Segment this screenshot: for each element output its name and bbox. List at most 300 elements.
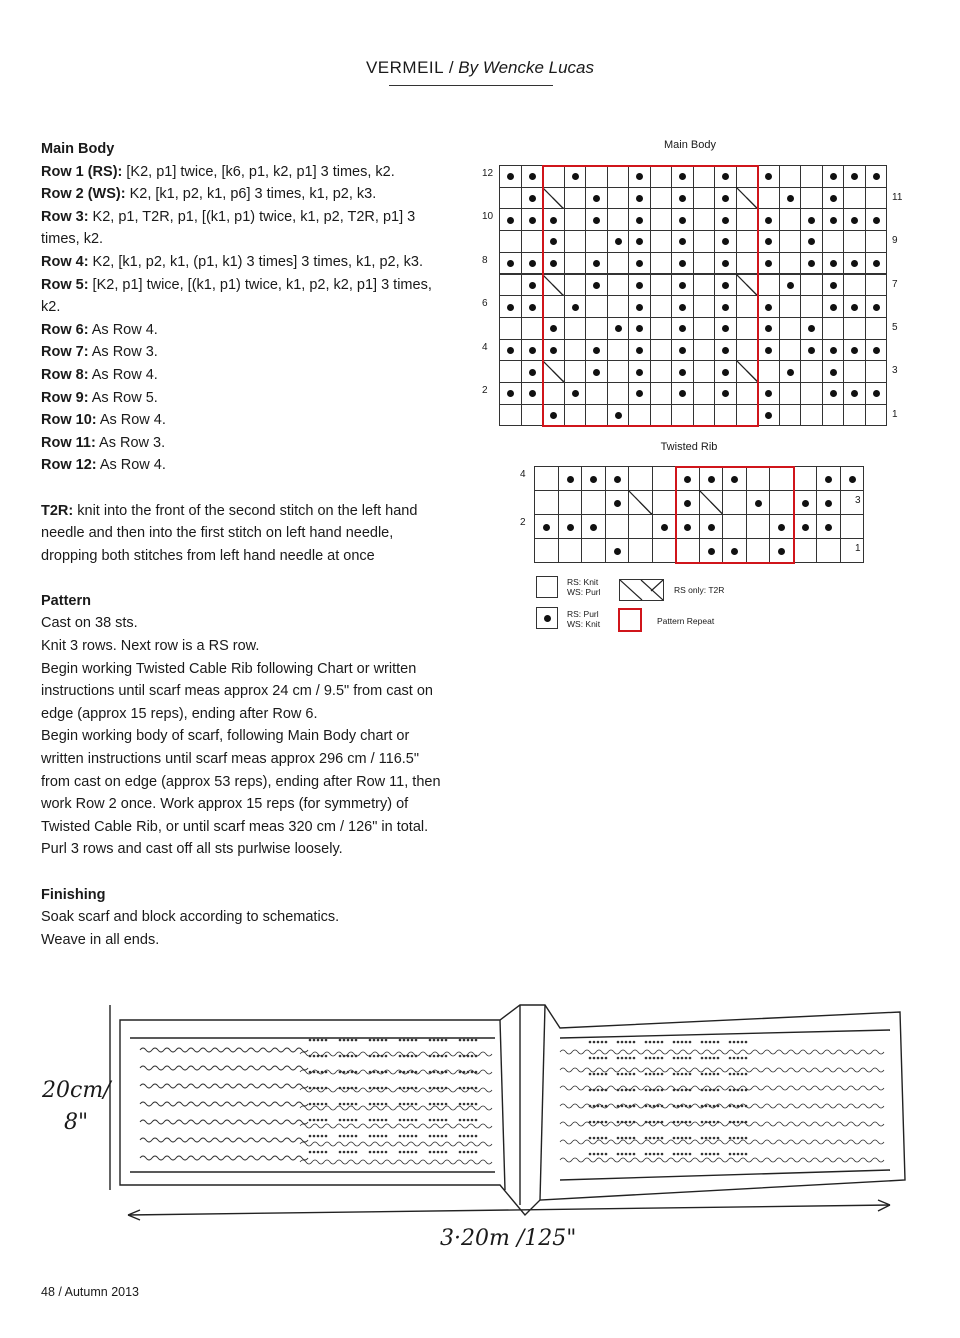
chart-cell <box>564 208 587 231</box>
schematic-width-cm: 20cm/ <box>42 1078 111 1103</box>
purl-dot <box>708 524 715 531</box>
chart-cell <box>628 466 653 491</box>
main-body-row: Row 2 (WS): K2, [k1, p2, k1, p6] 3 times, k1, p2, k3. <box>41 186 377 203</box>
purl-dot <box>873 260 880 267</box>
purl-dot <box>708 476 715 483</box>
purl-dot <box>679 238 686 245</box>
chart-cell <box>542 317 565 340</box>
main-body-row: Row 7: As Row 3. <box>41 344 158 361</box>
purl-dot <box>722 390 729 397</box>
chart-cell <box>757 187 780 210</box>
purl-dot <box>550 325 557 332</box>
purl-dot <box>636 217 643 224</box>
chart-cell <box>843 317 866 340</box>
chart-cell <box>757 252 780 275</box>
chart-cell <box>843 382 866 405</box>
chart-cell <box>736 208 759 231</box>
chart-cell <box>843 208 866 231</box>
header-rule <box>389 85 553 86</box>
chart-cell <box>564 274 587 297</box>
chart-cell <box>822 317 845 340</box>
chart-cell <box>757 208 780 231</box>
purl-dot <box>755 500 762 507</box>
chart-cell <box>822 208 845 231</box>
purl-dot <box>529 260 536 267</box>
chart-cell <box>779 208 802 231</box>
chart-cell <box>714 382 737 405</box>
chart-cell <box>843 230 866 253</box>
chart-cell <box>558 514 583 539</box>
chart-cell <box>499 252 522 275</box>
purl-dot <box>615 325 622 332</box>
purl-dot <box>550 347 557 354</box>
chart-cell <box>779 382 802 405</box>
chart-cell <box>822 339 845 362</box>
chart-cell <box>499 339 522 362</box>
chart-cell <box>521 274 544 297</box>
row-number: 4 <box>520 469 526 480</box>
chart-cell <box>521 317 544 340</box>
chart-cell <box>564 360 587 383</box>
chart-cell <box>534 466 559 491</box>
legend-t2r-swatch <box>619 579 664 601</box>
chart-cell <box>581 538 606 563</box>
chart-cell <box>628 514 653 539</box>
purl-dot <box>731 548 738 555</box>
chart-cell <box>800 187 823 210</box>
purl-dot <box>529 195 536 202</box>
purl-dot <box>679 217 686 224</box>
purl-dot <box>873 347 880 354</box>
chart-cell <box>564 252 587 275</box>
chart-cell <box>499 404 522 427</box>
chart-cell <box>605 538 630 563</box>
purl-dot <box>529 282 536 289</box>
chart-cell <box>521 230 544 253</box>
chart-cell <box>722 538 747 563</box>
purl-dot <box>507 304 514 311</box>
chart-cell <box>585 252 608 275</box>
chart-cell <box>581 466 606 491</box>
chart-cell <box>521 252 544 275</box>
row-number: 2 <box>482 385 488 396</box>
chart-cell <box>865 382 888 405</box>
purl-dot <box>787 369 794 376</box>
chart-cell <box>542 382 565 405</box>
chart-cell <box>650 317 673 340</box>
purl-dot <box>873 217 880 224</box>
chart-cell <box>542 339 565 362</box>
purl-dot <box>615 238 622 245</box>
issue-name: Autumn 2013 <box>64 1285 139 1299</box>
chart-cell <box>564 317 587 340</box>
purl-dot <box>572 173 579 180</box>
purl-dot <box>851 217 858 224</box>
chart-cell <box>865 187 888 210</box>
purl-dot <box>830 260 837 267</box>
chart-cell <box>628 382 651 405</box>
row-number: 9 <box>892 235 898 247</box>
chart-cell <box>607 230 630 253</box>
purl-dot <box>830 173 837 180</box>
purl-dot <box>830 390 837 397</box>
chart-cell <box>714 360 737 383</box>
legend-repeat-label: Pattern Repeat <box>657 616 715 626</box>
purl-dot <box>679 347 686 354</box>
chart-cell <box>650 360 673 383</box>
chart-cell <box>693 274 716 297</box>
purl-dot <box>851 173 858 180</box>
chart-cell <box>800 165 823 188</box>
chart-cell <box>650 208 673 231</box>
purl-dot <box>722 325 729 332</box>
chart-cell <box>628 295 651 318</box>
purl-dot <box>593 217 600 224</box>
page-number: 48 <box>41 1285 55 1299</box>
chart-cell <box>671 165 694 188</box>
chart-cell <box>558 490 583 515</box>
chart-cell <box>693 252 716 275</box>
purl-dot <box>550 412 557 419</box>
chart-cell <box>499 382 522 405</box>
purl-dot <box>825 476 832 483</box>
purl-dot <box>507 347 514 354</box>
chart-cell <box>843 295 866 318</box>
chart-cell <box>714 165 737 188</box>
purl-dot <box>722 369 729 376</box>
chart-cell <box>607 382 630 405</box>
chart-cell <box>822 404 845 427</box>
chart-cell <box>628 317 651 340</box>
chart-cell <box>564 295 587 318</box>
chart-cell <box>628 274 651 297</box>
purl-dot <box>636 390 643 397</box>
chart-cell <box>843 404 866 427</box>
chart-cell <box>746 538 771 563</box>
row-number: 12 <box>482 168 494 179</box>
purl-dot <box>614 548 621 555</box>
chart-cell <box>521 339 544 362</box>
chart-cell <box>499 187 522 210</box>
chart-cell <box>757 382 780 405</box>
purl-dot <box>590 476 597 483</box>
purl-dot <box>765 304 772 311</box>
chart-cell <box>585 404 608 427</box>
chart-cell <box>564 339 587 362</box>
chart-cell <box>542 165 565 188</box>
chart-cell <box>779 360 802 383</box>
main-body-row: Row 4: K2, [k1, p2, k1, (p1, k1) 3 times] 3 times, k1, p2, k3. <box>41 253 423 270</box>
chart-cell <box>722 490 747 515</box>
instructions-column <box>41 138 451 951</box>
main-body-row: Row 6: As Row 4. <box>41 321 158 338</box>
purl-dot <box>765 325 772 332</box>
chart-cell <box>564 382 587 405</box>
purl-dot <box>593 282 600 289</box>
chart-cell <box>650 187 673 210</box>
purl-dot <box>765 238 772 245</box>
chart-cell <box>628 360 651 383</box>
chart-cell <box>521 382 544 405</box>
main-body-row: Row 12: As Row 4. <box>41 457 166 474</box>
purl-dot <box>778 524 785 531</box>
chart-cell <box>865 404 888 427</box>
chart-cell <box>499 230 522 253</box>
purl-dot <box>825 500 832 507</box>
chart-cell <box>793 466 818 491</box>
chart-cell <box>757 165 780 188</box>
chart-cell <box>534 514 559 539</box>
purl-dot <box>615 412 622 419</box>
chart-cell <box>865 317 888 340</box>
chart-cell <box>628 339 651 362</box>
chart-cell <box>628 404 651 427</box>
chart-cell <box>699 514 724 539</box>
purl-dot <box>567 476 574 483</box>
chart-cell <box>714 230 737 253</box>
chart-cell <box>650 339 673 362</box>
chart-cell <box>628 252 651 275</box>
chart-cell <box>865 230 888 253</box>
chart-cell <box>800 274 823 297</box>
chart-cell <box>607 317 630 340</box>
purl-dot <box>529 347 536 354</box>
pattern-title: VERMEIL <box>365 58 445 77</box>
chart-cell <box>793 538 818 563</box>
chart-cell <box>699 538 724 563</box>
chart-cell <box>746 490 771 515</box>
purl-dot <box>679 282 686 289</box>
chart-cell <box>722 466 747 491</box>
row-number: 3 <box>855 495 861 506</box>
chart-cell <box>779 165 802 188</box>
chart-cell <box>800 317 823 340</box>
chart-cell <box>714 339 737 362</box>
chart-cell <box>779 187 802 210</box>
purl-dot <box>873 304 880 311</box>
chart-cell <box>671 382 694 405</box>
chart-cell <box>675 466 700 491</box>
purl-dot <box>550 217 557 224</box>
chart-cell <box>652 490 677 515</box>
purl-dot <box>808 347 815 354</box>
chart-cell <box>564 404 587 427</box>
chart-cell <box>675 490 700 515</box>
chart-cell <box>822 187 845 210</box>
chart-cell <box>757 404 780 427</box>
purl-dot <box>830 369 837 376</box>
chart-cell <box>840 514 865 539</box>
chart-cell <box>800 252 823 275</box>
chart-cell <box>865 339 888 362</box>
chart-cell <box>671 230 694 253</box>
row-number: 10 <box>482 211 494 223</box>
chart-cell <box>499 208 522 231</box>
pattern-line: Purl 3 rows and cast off all sts purlwise loosely. <box>41 841 343 858</box>
purl-dot <box>765 412 772 419</box>
chart-cell <box>736 295 759 318</box>
chart-cell <box>822 360 845 383</box>
chart-cell <box>628 538 653 563</box>
row-number: 6 <box>482 298 488 310</box>
finishing-line: Weave in all ends. <box>41 931 160 948</box>
chart-cell <box>585 187 608 210</box>
chart-cell <box>746 514 771 539</box>
purl-dot <box>679 325 686 332</box>
purl-dot <box>722 260 729 267</box>
chart-cell <box>800 339 823 362</box>
chart-cell <box>671 252 694 275</box>
row-number: 5 <box>892 321 898 333</box>
row-number: 3 <box>892 365 898 377</box>
purl-dot <box>636 304 643 311</box>
chart-cell <box>581 514 606 539</box>
chart-cell <box>499 165 522 188</box>
purl-dot <box>830 217 837 224</box>
pattern-line: Knit 3 rows. Next row is a RS row. <box>41 638 260 655</box>
chart-cell <box>650 295 673 318</box>
chart-cell <box>769 514 794 539</box>
purl-dot <box>593 260 600 267</box>
purl-dot <box>679 173 686 180</box>
chart-cell <box>499 360 522 383</box>
chart-cell <box>769 538 794 563</box>
main-body-row: Row 3: K2, p1, T2R, p1, [(k1, p1) twice, k1, p2, T2R, p1] 3 times, k2. <box>41 208 416 248</box>
chart-cell <box>650 165 673 188</box>
chart-cell <box>558 466 583 491</box>
chart-cell <box>793 514 818 539</box>
purl-dot <box>808 217 815 224</box>
chart-cell <box>757 274 780 297</box>
page-footer: 48 / Autumn 2013 <box>41 1285 139 1299</box>
purl-dot <box>722 217 729 224</box>
chart-cell <box>865 295 888 318</box>
chart-cell <box>865 165 888 188</box>
row-number: 1 <box>855 543 861 554</box>
purl-dot <box>636 282 643 289</box>
purl-dot <box>765 217 772 224</box>
chart-cell <box>671 360 694 383</box>
chart-cell <box>757 317 780 340</box>
chart-cell <box>714 295 737 318</box>
purl-dot <box>851 304 858 311</box>
chart-cell <box>607 274 630 297</box>
chart-cell <box>843 165 866 188</box>
chart-cell <box>714 317 737 340</box>
chart-cell <box>607 339 630 362</box>
chart-cell <box>499 274 522 297</box>
chart-cell <box>840 466 865 491</box>
chart-cell <box>816 514 841 539</box>
schematic-length: 3·20m /125" <box>440 1226 577 1251</box>
chart-cell <box>585 295 608 318</box>
chart-cell <box>564 165 587 188</box>
finishing-line: Soak scarf and block according to schematics. <box>41 909 340 926</box>
schematic-width-in: 8" <box>64 1110 89 1135</box>
purl-dot <box>529 173 536 180</box>
pattern-line: Begin working Twisted Cable Rib following Chart or written instructions until scarf meas approx 24 cm / 9.5" from cast on edge (approx 15 reps), ending after Row 6. <box>41 660 433 722</box>
chart-cell <box>822 252 845 275</box>
purl-dot <box>765 347 772 354</box>
purl-dot <box>708 548 715 555</box>
chart-cell <box>693 295 716 318</box>
chart-cell <box>736 252 759 275</box>
purl-dot <box>679 195 686 202</box>
chart-cell <box>585 165 608 188</box>
chart-cell <box>822 274 845 297</box>
chart-cell <box>585 339 608 362</box>
purl-dot <box>825 524 832 531</box>
chart-cell <box>585 230 608 253</box>
purl-dot <box>661 524 668 531</box>
pattern-line: Cast on 38 sts. <box>41 615 138 632</box>
chart-cell <box>693 230 716 253</box>
purl-dot <box>722 173 729 180</box>
purl-dot <box>808 260 815 267</box>
chart-cell <box>650 404 673 427</box>
chart-cell <box>564 230 587 253</box>
chart-cell <box>779 339 802 362</box>
purl-dot <box>851 347 858 354</box>
title-separator: / <box>444 58 459 77</box>
purl-dot <box>851 260 858 267</box>
chart-cell <box>650 252 673 275</box>
purl-dot <box>778 548 785 555</box>
legend-knit-swatch <box>536 576 558 598</box>
chart-cell <box>843 360 866 383</box>
purl-dot <box>787 282 794 289</box>
purl-dot <box>722 195 729 202</box>
chart-cell <box>650 230 673 253</box>
row-number: 4 <box>482 341 488 353</box>
chart-cell <box>769 466 794 491</box>
pattern-heading: Pattern <box>41 592 91 609</box>
main-body-row: Row 5: [K2, p1] twice, [(k1, p1) twice, k1, p2, k2, p1] 3 times, k2. <box>41 276 432 316</box>
purl-dot <box>636 238 643 245</box>
chart-cell <box>757 230 780 253</box>
main-body-rows <box>41 161 451 477</box>
chart-cell <box>757 295 780 318</box>
chart-cell <box>779 295 802 318</box>
chart-cell <box>675 514 700 539</box>
purl-dot <box>550 260 557 267</box>
chart-cell <box>671 404 694 427</box>
row-number: 2 <box>520 517 526 528</box>
purl-dot <box>679 304 686 311</box>
purl-dot <box>808 325 815 332</box>
chart-cell <box>607 252 630 275</box>
chart-cell <box>800 208 823 231</box>
purl-dot <box>593 347 600 354</box>
chart-cell <box>581 490 606 515</box>
chart-cell <box>800 360 823 383</box>
chart-cell <box>521 187 544 210</box>
purl-dot <box>529 390 536 397</box>
purl-dot <box>851 390 858 397</box>
chart-cell <box>607 360 630 383</box>
chart-cell <box>671 339 694 362</box>
purl-dot <box>684 524 691 531</box>
chart-cell <box>521 208 544 231</box>
chart-cell <box>800 382 823 405</box>
purl-dot <box>636 325 643 332</box>
chart-cell <box>722 514 747 539</box>
chart-cell <box>652 514 677 539</box>
chart-cell <box>605 490 630 515</box>
t2r-definition <box>41 500 451 568</box>
chart-cell <box>746 466 771 491</box>
purl-dot <box>507 217 514 224</box>
